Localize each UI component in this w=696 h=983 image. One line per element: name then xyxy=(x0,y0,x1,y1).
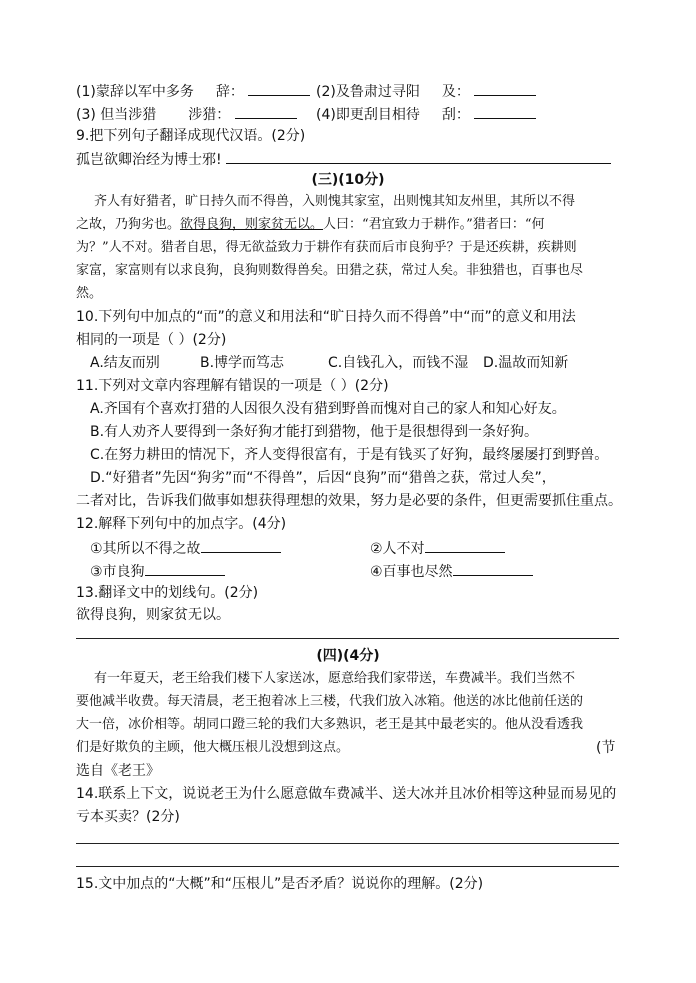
q8-blank-1[interactable] xyxy=(248,80,310,96)
q8-item-3-key: 涉猎： xyxy=(188,107,231,123)
q10-option-b[interactable]: B.博学而笃志 xyxy=(200,355,285,371)
q8-item-2: (2)及鲁肃过寻阳 xyxy=(316,84,420,100)
q12-item-3-row xyxy=(90,560,225,582)
q14-answer-line-2[interactable] xyxy=(76,866,619,867)
section-4-source: 选自《老王》 xyxy=(76,763,160,779)
q12-item-3: ③市良狗 xyxy=(90,564,145,580)
q8-blank-3[interactable] xyxy=(235,103,297,119)
q9-sentence: 孤岂欲卿治经为博士邪! xyxy=(76,152,222,168)
section-3-para-line-1: 齐人有好猎者，旷日持久而不得兽，入则愧其家室，出则愧其知友州里，其所以不得 xyxy=(94,194,576,209)
q13-prompt: 13.翻译文中的划线句。(2分) xyxy=(76,585,259,601)
q12-item-2-row xyxy=(370,537,505,559)
q9-prompt: 9.把下列句子翻译成现代汉语。(2分) xyxy=(76,128,306,144)
section-4-para-line-1: 有一年夏天，老王给我们楼下人家送冰，愿意给我们家带送，车费减半。我们当然不 xyxy=(94,671,576,686)
q8-item-2-key: 及： xyxy=(441,84,470,100)
section-3-para-line-5: 然。 xyxy=(76,286,103,301)
q11-option-d-line-1[interactable]: D.“好猎者”先因“狗劣”而“不得兽”，后因“良狗”而“猎兽之获，常过人矣”， xyxy=(90,470,556,486)
q11-option-c[interactable]: C.在努力耕田的情况下，齐人变得很富有，于是有钱买了好狗，最终屡屡打到野兽。 xyxy=(90,447,609,463)
q14-prompt-2: 亏本买卖？(2分) xyxy=(76,809,180,825)
section-3-para-line-4: 家富，家富则有以求良狗，良狗则数得兽矣。田猎之获，常过人矣。非独猎也，百事也尽 xyxy=(76,263,584,278)
q9-answer-line[interactable] xyxy=(226,148,611,164)
q12-blank-2[interactable] xyxy=(425,537,505,553)
q10-option-c[interactable]: C.自钱孔入，而钱不湿 xyxy=(328,355,469,371)
q12-prompt: 12.解释下列句中的加点字。(4分) xyxy=(76,516,287,532)
q10-prompt-1: 10.下列句中加点的“而”的意义和用法和“旷日持久而不得兽”中“而”的意义和用法 xyxy=(76,309,576,325)
q13-answer-line[interactable] xyxy=(76,638,619,639)
section-3-para-line-3: 为？”人不对。猎者自思，得无欲益致力于耕作有获而后市良狗乎？于是还疾耕，疾耕则 xyxy=(76,240,577,255)
section-4-source-tail: (节 xyxy=(596,740,616,756)
section-3-text: 人曰：“君宜致力于耕作。”猎者曰：“何 xyxy=(323,217,545,232)
q12-blank-3[interactable] xyxy=(145,560,225,576)
q11-prompt: 11.下列对文章内容理解有错误的一项是（ ）(2分) xyxy=(76,378,389,394)
section-3-text: 之故，乃狗劣也。 xyxy=(76,217,181,232)
q12-item-1-row xyxy=(90,537,281,559)
q10-prompt-2: 相同的一项是（ ）(2分) xyxy=(76,332,227,348)
q10-option-d[interactable]: D.温故而知新 xyxy=(483,355,569,371)
q8-blank-2[interactable] xyxy=(474,80,536,96)
q8-row-2 xyxy=(76,103,297,125)
q12-item-4: ④百事也尽然 xyxy=(370,564,453,580)
q8-item-1-key: 辞： xyxy=(215,84,244,100)
q14-prompt-1: 14.联系上下文，说说老王为什么愿意做车费减半、送大冰并且冰价相等这种显而易见的 xyxy=(76,786,617,802)
q12-item-1: ①其所以不得之故 xyxy=(90,541,201,557)
q8-item-4: (4)即更刮目相待 xyxy=(316,107,420,123)
section-4-para-line-2: 要他减半收费。每天清晨，老王抱着冰上三楼，代我们放入冰箱。他送的冰比他前任送的 xyxy=(76,694,584,709)
q8-row-2b xyxy=(316,103,536,125)
q8-blank-4[interactable] xyxy=(474,103,536,119)
section-3-para-line-2 xyxy=(76,215,544,235)
q8-item-1: (1)蒙辞以军中多务 xyxy=(76,84,194,100)
section-4-para-line-3: 大一倍，冰价相等。胡同口蹬三轮的我们大多熟识，老王是其中最老实的。他从没看透我 xyxy=(76,717,584,732)
q9-sentence-row xyxy=(76,148,611,170)
q13-sentence: 欲得良狗，则家贫无以。 xyxy=(76,607,230,623)
q15-prompt: 15.文中加点的“大概”和“压根儿”是否矛盾？说说你的理解。(2分) xyxy=(76,876,484,892)
section-4-para-line-4: 们是好欺负的主顾，他大概压根儿没想到这点。 xyxy=(76,740,350,755)
q11-option-d-line-2: 二者对比，告诉我们做事如想获得理想的效果，努力是必要的条件，但更需要抓住重点。 xyxy=(76,493,622,509)
section-4-heading: (四)(4分) xyxy=(316,648,380,664)
q14-answer-line-1[interactable] xyxy=(76,843,619,844)
q8-item-3: (3) 但当涉猎 xyxy=(76,107,157,123)
q8-row-1 xyxy=(76,80,310,102)
q8-item-4-key: 刮： xyxy=(441,107,470,123)
q12-item-4-row xyxy=(370,560,533,582)
section-3-heading: (三)(10分) xyxy=(311,172,385,188)
q12-item-2: ②人不对 xyxy=(370,541,425,557)
q8-row-1b xyxy=(316,80,536,102)
q11-option-a[interactable]: A.齐国有个喜欢打猎的人因很久没有猎到野兽而愧对自己的家人和知心好友。 xyxy=(90,401,566,417)
underlined-sentence: 欲得良狗，则家贫无以。 xyxy=(180,217,324,232)
q10-option-a[interactable]: A.结友而别 xyxy=(90,355,160,371)
q12-blank-1[interactable] xyxy=(201,537,281,553)
q11-option-b[interactable]: B.有人劝齐人要得到一条好狗才能打到猎物，他于是很想得到一条好狗。 xyxy=(90,424,539,440)
q12-blank-4[interactable] xyxy=(453,560,533,576)
